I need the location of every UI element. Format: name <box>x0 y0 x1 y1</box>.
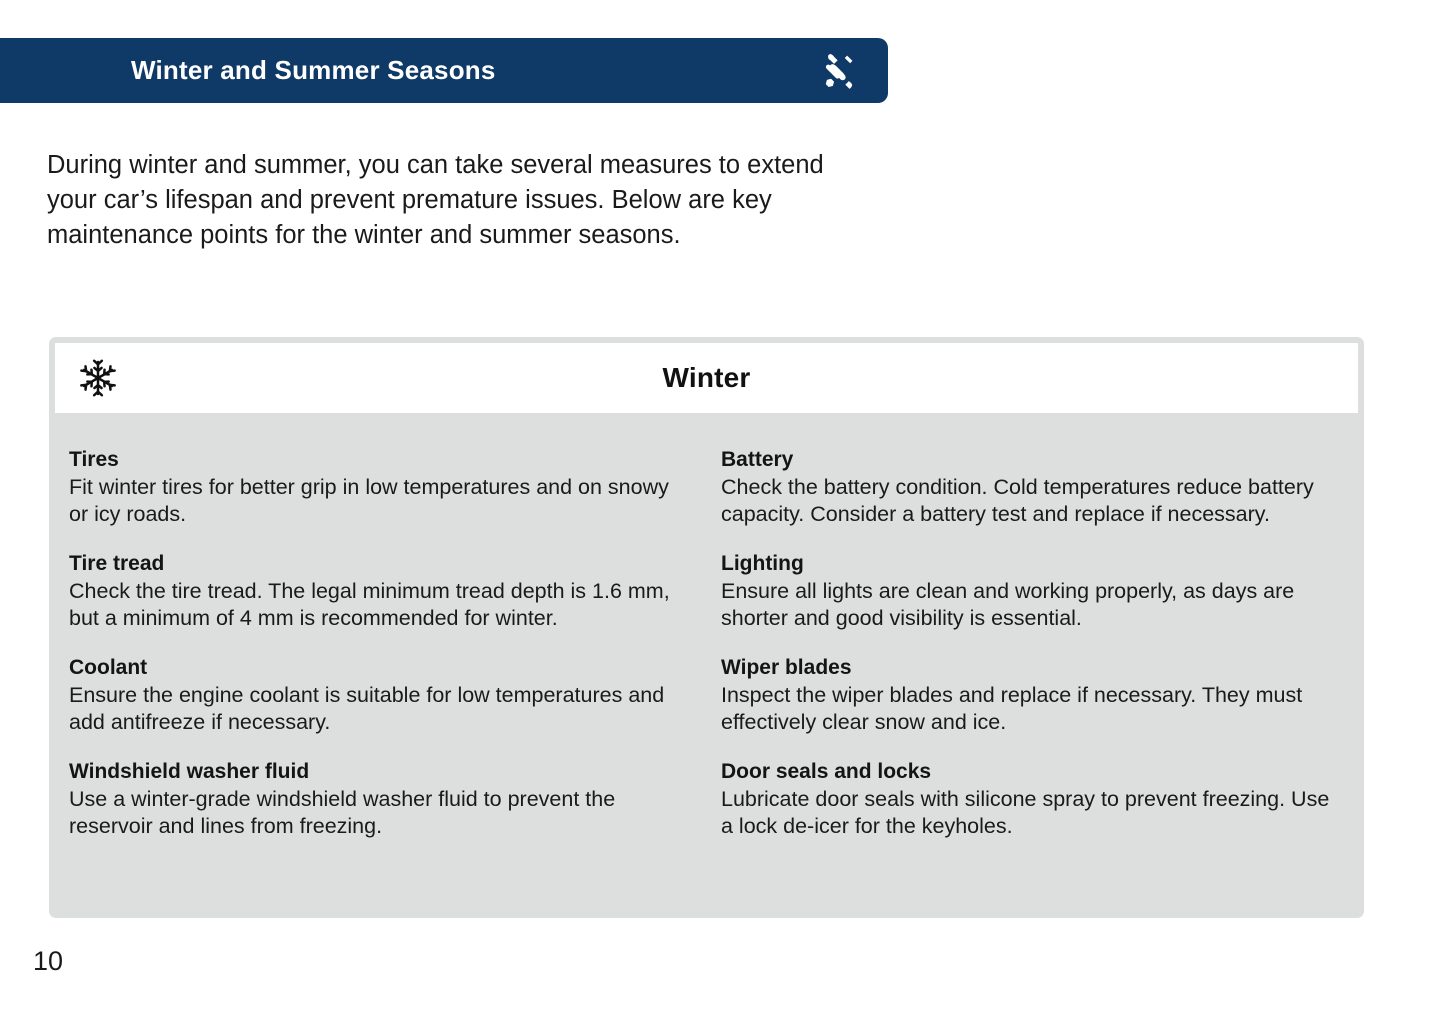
item-title: Wiper blades <box>721 656 852 679</box>
item-text: Check the battery condition. Cold temperatures reduce battery capacity. Consider a battery test and replace if necessary. <box>721 475 1314 526</box>
page-number: 10 <box>33 946 64 976</box>
item-title: Tires <box>69 448 119 471</box>
list-item <box>69 550 679 632</box>
list-item <box>69 654 679 736</box>
section-header-bar <box>0 38 888 103</box>
item-title: Door seals and locks <box>721 760 932 783</box>
list-item <box>721 654 1340 736</box>
list-item <box>69 758 679 840</box>
winter-right-column <box>701 446 1364 918</box>
item-title: Battery <box>721 448 794 471</box>
item-title: Windshield washer fluid <box>69 760 310 783</box>
list-item <box>721 758 1340 840</box>
item-text: Use a winter-grade windshield washer fluid to prevent the reservoir and lines from freezing. <box>69 787 616 838</box>
item-text: Lubricate door seals with silicone spray to prevent freezing. Use a lock de-icer for the keyholes. <box>721 787 1330 838</box>
item-text: Fit winter tires for better grip in low temperatures and on snowy or icy roads. <box>69 475 669 526</box>
list-item <box>721 550 1340 632</box>
winter-card-body <box>49 421 1364 918</box>
item-text: Check the tire tread. The legal minimum tread depth is 1.6 mm, but a minimum of 4 mm is recommended for winter. <box>69 579 670 630</box>
list-item <box>69 446 679 528</box>
winter-card-header <box>55 343 1358 413</box>
item-text: Ensure the engine coolant is suitable for low temperatures and add antifreeze if necessary. <box>69 683 665 734</box>
intro-paragraph: During winter and summer, you can take several measures to extend your car’s lifespan and prevent premature issues. Below are key maintenance points for the winter and summer seasons. <box>47 151 824 249</box>
winter-card-title: Winter <box>662 362 751 393</box>
page-title: Winter and Summer Seasons <box>131 55 496 85</box>
winter-left-column <box>49 446 701 918</box>
item-text: Inspect the wiper blades and replace if necessary. They must effectively clear snow and ice. <box>721 683 1303 734</box>
item-title: Tire tread <box>69 552 165 575</box>
item-title: Lighting <box>721 552 804 575</box>
winter-card <box>49 337 1364 918</box>
snowflake-icon <box>77 357 119 399</box>
item-title: Coolant <box>69 656 148 679</box>
list-item <box>721 446 1340 528</box>
tools-icon <box>820 51 860 91</box>
item-text: Ensure all lights are clean and working properly, as days are shorter and good visibility is essential. <box>721 579 1295 630</box>
